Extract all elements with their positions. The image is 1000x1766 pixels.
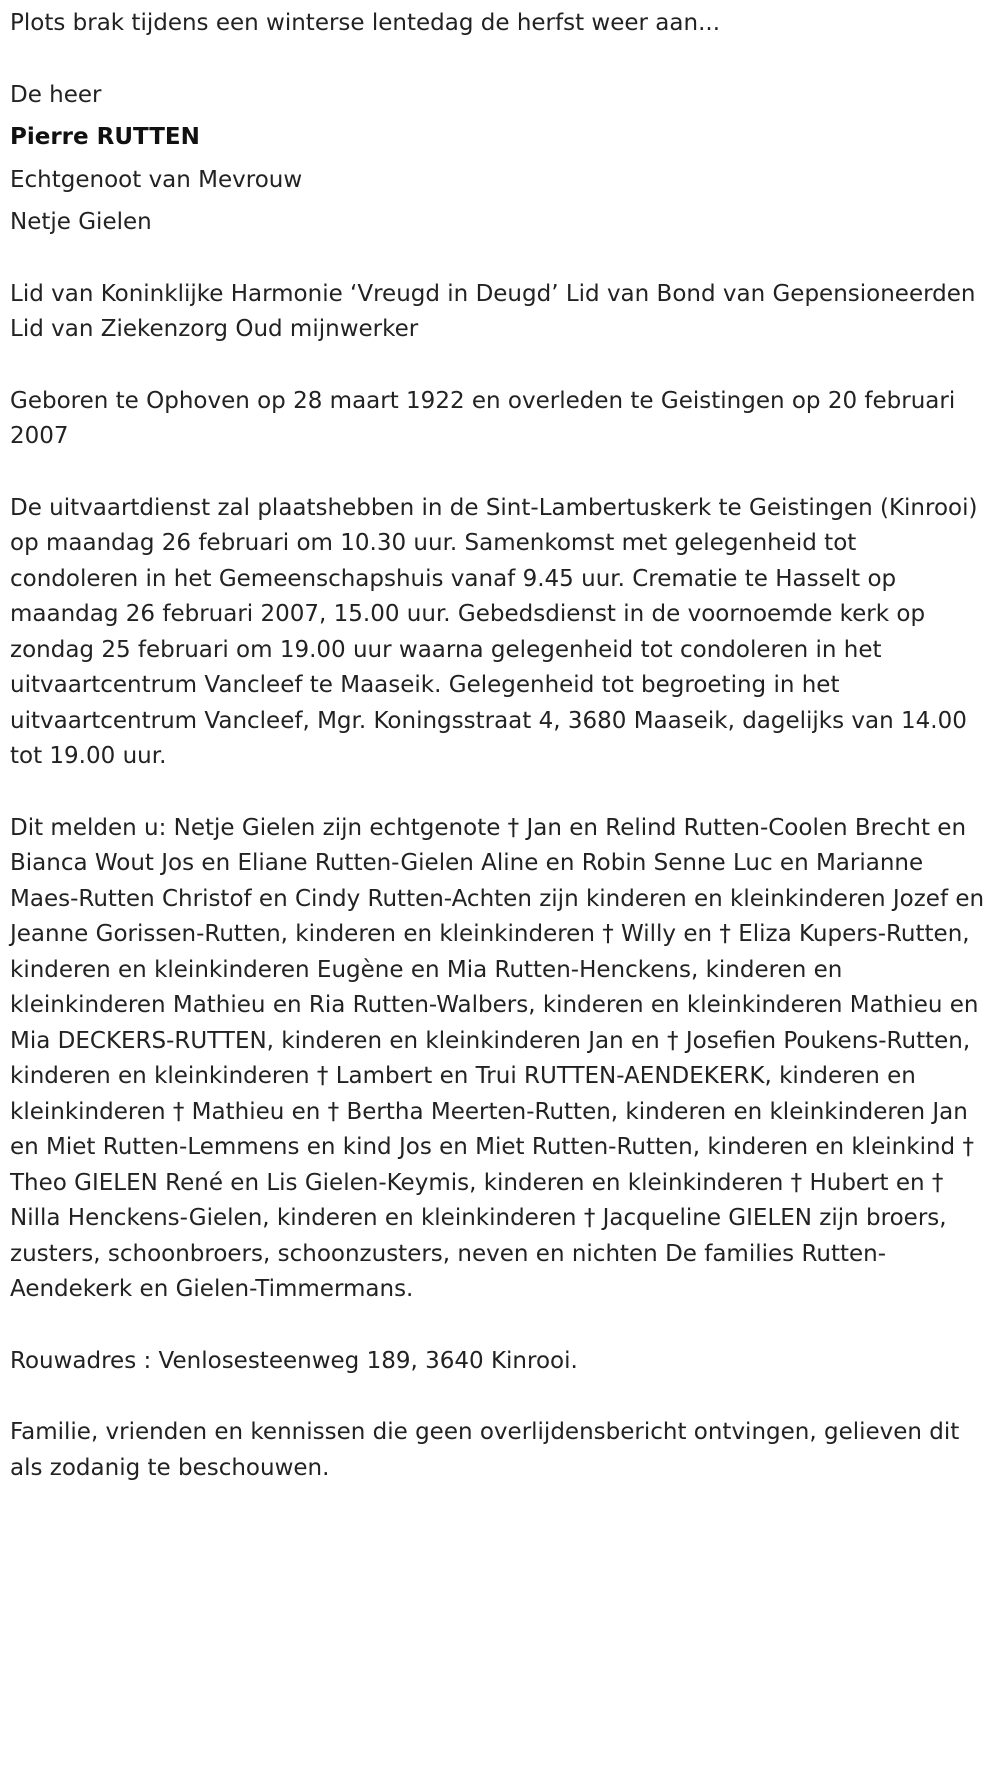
memberships-paragraph: Lid van Koninklijke Harmonie ‘Vreugd in Deugd’ Lid van Bond van Gepensioneerden Lid van Ziekenzorg Oud mijnwerker bbox=[10, 280, 976, 342]
deceased-name: Pierre RUTTEN bbox=[10, 124, 200, 150]
deceased-header bbox=[10, 78, 990, 241]
spouse-label: Echtgenoot van Mevrouw bbox=[10, 166, 303, 193]
spouse-name: Netje Gielen bbox=[10, 209, 152, 235]
family-paragraph: Dit melden u: Netje Gielen zijn echtgenote † Jan en Relind Rutten-Coolen Brecht en Bianca Wout Jos en Eliane Rutten-Gielen Aline en Robin Senne Luc en Marianne Maes-Rutten Christof en Cindy Rutten-Achten zijn kinderen en kleinkinderen Jozef en Jeanne Gorissen-Rutten, kinderen en kleinkinderen † Willy en † Eliza Kupers-Rutten, kinderen en kleinkinderen Eugène en Mia Rutten-Henckens, kinderen en kleinkinderen Mathieu en Ria Rutten-Walbers, kinderen en kleinkinderen Mathieu en Mia DECKERS-RUTTEN, kinderen en kleinkinderen Jan en † Josefien Poukens-Rutten, kinderen en kleinkinderen † Lambert en Trui RUTTEN-AENDEKERK, kinderen en kleinkinderen † Mathieu en † Bertha Meerten-Rutten, kinderen en kleinkinderen Jan en Miet Rutten-Lemmens en kind Jos en Miet Rutten-Rutten, kinderen en kleinkind † Theo GIELEN René en Lis Gielen-Keymis, kinderen en kleinkinderen † Hubert en † Nilla Henckens-Gielen, kinderen en kleinkinderen † Jacqueline GIELEN zijn broers, zusters, schoonbroers, schoonzusters, neven en nichten De families Rutten-Aendekerk en Gielen-Timmermans. bbox=[10, 814, 985, 1302]
address-paragraph: Rouwadres : Venlosesteenweg 189, 3640 Kinrooi. bbox=[10, 1347, 578, 1374]
intro-text: Plots brak tijdens een winterse lentedag de herfst weer aan... bbox=[10, 10, 721, 36]
closing-paragraph: Familie, vrienden en kennissen die geen overlijdensbericht ontvingen, gelieven dit als zodanig te beschouwen. bbox=[10, 1419, 960, 1481]
birth-death-paragraph: Geboren te Ophoven op 28 maart 1922 en overleden te Geistingen op 20 februari 2007 bbox=[10, 387, 956, 449]
funeral-paragraph: De uitvaartdienst zal plaatshebben in de Sint-Lambertuskerk te Geistingen (Kinrooi) op maandag 26 februari om 10.30 uur. Samenkomst met gelegenheid tot condoleren in het Gemeenschapshuis vanaf 9.45 uur. Crematie te Hasselt op maandag 26 februari 2007, 15.00 uur. Gebedsdienst in de voornoemde kerk op zondag 25 februari om 19.00 uur waarna gelegenheid tot condoleren in het uitvaartcentrum Vancleef te Maaseik. Gelegenheid tot begroeting in het uitvaartcentrum Vancleef, Mgr. Koningsstraat 4, 3680 Maaseik, dagelijks van 14.00 tot 19.00 uur. bbox=[10, 494, 978, 769]
salutation: De heer bbox=[10, 81, 102, 108]
